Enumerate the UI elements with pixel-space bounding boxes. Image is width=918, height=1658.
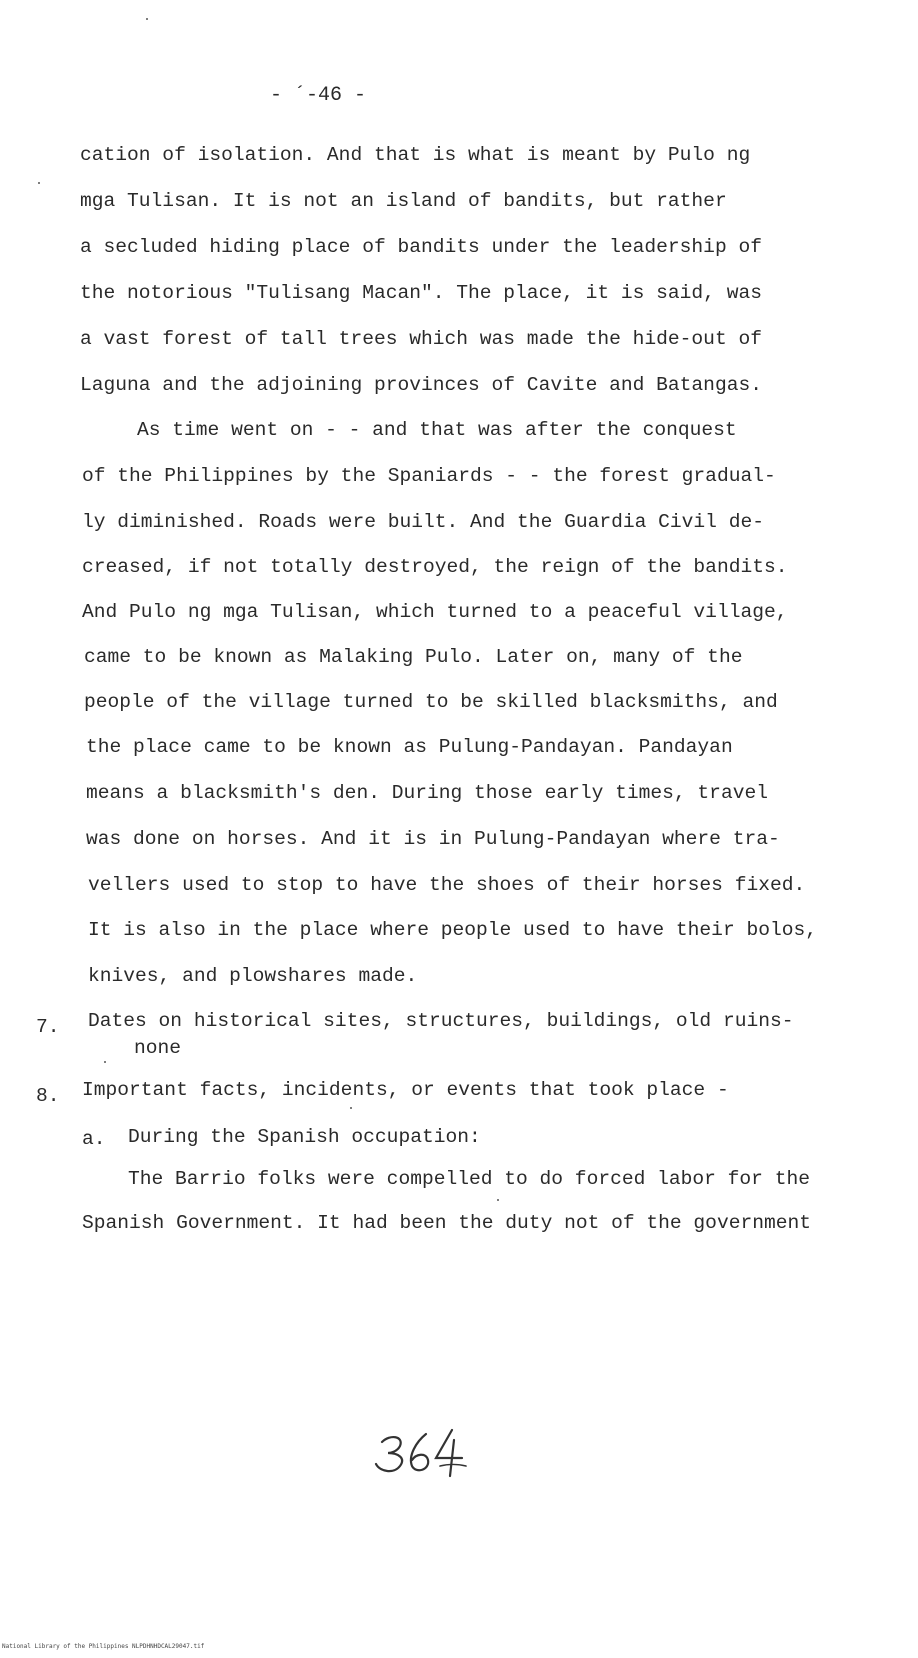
text-line: It is also in the place where people used to have their bolos, — [88, 919, 818, 941]
scan-speck — [104, 1061, 106, 1063]
text-line: Spanish Government. It had been the duty not of the government — [82, 1212, 812, 1234]
text-line: came to be known as Malaking Pulo. Later on, many of the — [84, 646, 743, 668]
item-7-answer: none — [134, 1037, 182, 1059]
page-number: - ´-46 - — [270, 84, 367, 107]
text-line: Laguna and the adjoining provinces of Cavite and Batangas. — [80, 374, 762, 396]
text-line: means a blacksmith's den. During those early times, travel — [86, 782, 768, 804]
text-line: the notorious "Tulisang Macan". The place, it is said, was — [80, 282, 762, 304]
text-line: And Pulo ng mga Tulisan, which turned to a peaceful village, — [82, 601, 788, 623]
text-line: cation of isolation. And that is what is meant by Pulo ng — [80, 144, 751, 166]
text-line: ly diminished. Roads were built. And the Guardia Civil de- — [82, 511, 764, 533]
archive-footer: National Library of the Philippines NLPDHNHDCAL29047.tif — [2, 1643, 205, 1650]
scan-speck — [38, 182, 40, 184]
text-line: was done on horses. And it is in Pulung-Pandayan where tra- — [86, 828, 780, 850]
text-line: As time went on - - and that was after the conquest — [137, 419, 737, 441]
scan-speck — [146, 18, 148, 20]
item-8-number: 8. — [36, 1085, 60, 1107]
text-line: mga Tulisan. It is not an island of bandits, but rather — [80, 190, 727, 212]
item-7-number: 7. — [36, 1016, 60, 1038]
item-8a-text: During the Spanish occupation: — [128, 1126, 481, 1148]
text-line: the place came to be known as Pulung-Pandayan. Pandayan — [86, 736, 733, 758]
item-7-text: Dates on historical sites, structures, buildings, old ruins- — [88, 1010, 794, 1032]
text-line: vellers used to stop to have the shoes of their horses fixed. — [88, 874, 806, 896]
text-line: a vast forest of tall trees which was made the hide-out of — [80, 328, 762, 350]
text-line: knives, and plowshares made. — [88, 965, 418, 987]
item-8a-label: a. — [82, 1128, 106, 1150]
text-line: people of the village turned to be skilled blacksmiths, and — [84, 691, 778, 713]
item-8-text: Important facts, incidents, or events that took place - — [82, 1079, 729, 1101]
scan-speck — [497, 1199, 499, 1201]
text-line: of the Philippines by the Spaniards - - the forest gradual- — [82, 465, 776, 487]
handwritten-page-number — [370, 1420, 480, 1480]
scan-speck — [350, 1107, 352, 1109]
text-line: a secluded hiding place of bandits under the leadership of — [80, 236, 762, 258]
text-line: The Barrio folks were compelled to do forced labor for the — [128, 1168, 810, 1190]
text-line: creased, if not totally destroyed, the reign of the bandits. — [82, 556, 788, 578]
